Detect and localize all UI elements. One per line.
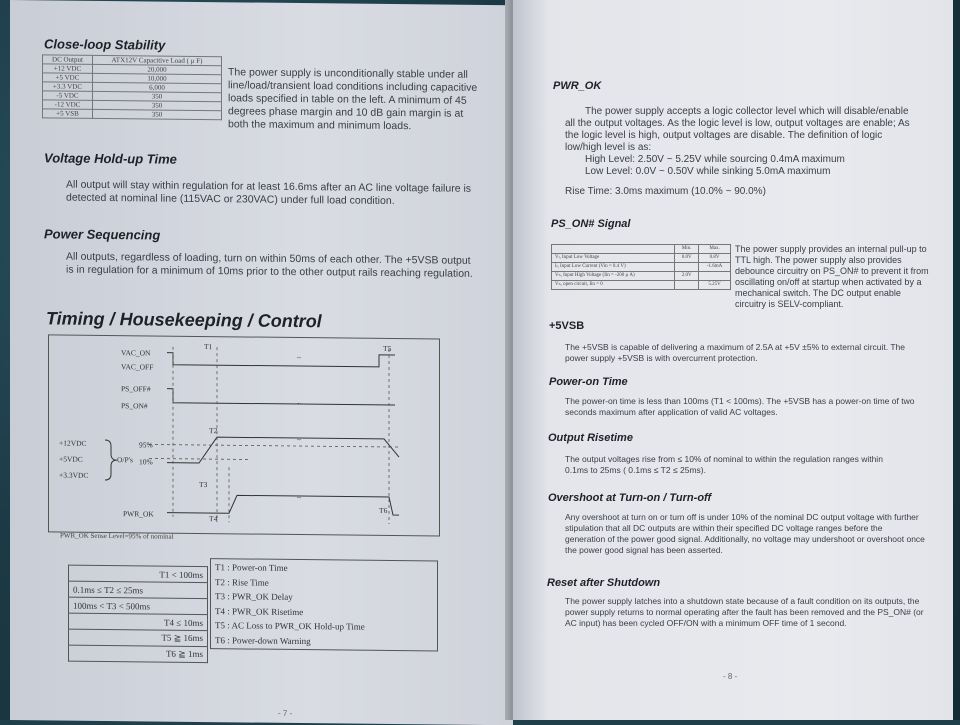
- section-title-timing: Timing / Housekeeping / Control: [46, 308, 322, 332]
- cell-part: T4: [164, 617, 175, 628]
- cell-part: T1: [159, 569, 170, 580]
- diagram-caption: PWR_OK Sense Level=95% of nominal: [60, 531, 174, 541]
- sequencing-text: All outputs, regardless of loading, turn on within 50ms of each other. The +5VSB output is in regulation for a minimum of 10ms prior to the other output rails reaching regulation.: [66, 250, 473, 280]
- cell-part: ≤: [176, 617, 182, 628]
- table-row: [43, 109, 222, 120]
- table-header: Max.: [699, 245, 731, 254]
- cell-part: <: [99, 600, 105, 611]
- table-cell: 2.0V: [675, 272, 699, 281]
- output-brace: [105, 440, 117, 480]
- timing-diagram: [48, 334, 440, 536]
- break-mark: ~: [297, 435, 302, 445]
- legend-item: T1 : Power-on Time: [215, 562, 288, 573]
- overshoot-text: Any overshoot at turn on or turn off is under 10% of the nominal DC output voltage with further stipulation that all DC outputs are within their specified DC voltage ranges before the generation of the power good signal. Additionally, no voltage may undershoot or overshoot once the power good signal has been asserted.: [565, 512, 925, 555]
- poweron-text: The power-on time is less than 100ms (T1 < 100ms). The +5VSB has a power-on time of two seconds maximum after application of valid AC voltages.: [565, 396, 915, 417]
- table-cell: [69, 645, 208, 662]
- level-95-guide: [149, 444, 399, 447]
- table-cell: 20,000: [92, 64, 221, 74]
- break-mark: ~: [297, 493, 302, 503]
- marker-t4: T4: [209, 514, 218, 524]
- pwrok-waveform: [167, 495, 399, 515]
- timing-values-table: [68, 565, 208, 663]
- output-waveform: [167, 437, 399, 465]
- page-number-right: - 8 -: [723, 672, 738, 681]
- vac-waveform: [167, 353, 395, 367]
- signal-label-ops: O/P's: [117, 455, 133, 465]
- signal-label-vac-on: VAC_ON: [121, 348, 151, 358]
- table-row: [552, 263, 731, 272]
- signal-label-ps-on: PS_ON#: [121, 401, 148, 411]
- marker-t3: T3: [199, 479, 208, 490]
- cell-part: 16ms: [183, 632, 203, 644]
- legend-item: T3 : PWR_OK Delay: [215, 591, 293, 602]
- signal-label-5v: +5VDC: [59, 454, 83, 464]
- cell-part: T5: [161, 632, 172, 643]
- cell-part: 25ms: [123, 584, 144, 595]
- cell-part: ≤: [97, 584, 102, 595]
- marker-t1: T1: [204, 342, 213, 352]
- table-cell: [675, 281, 699, 290]
- section-title-sequencing: Power Sequencing: [44, 226, 161, 243]
- cell-part: ≧: [178, 648, 186, 659]
- cell-part: 100ms: [73, 600, 98, 611]
- section-title-pwrok: PWR_OK: [553, 80, 602, 92]
- cell-part: 1ms: [187, 648, 203, 660]
- cell-part: T2: [104, 584, 115, 595]
- section-title-closeloop: Close-loop Stability: [44, 36, 166, 53]
- cell-part: <: [171, 569, 177, 580]
- table-cell: 5.25V: [699, 281, 731, 290]
- level-label-10: 10%: [139, 457, 153, 467]
- break-mark: ~: [297, 399, 302, 409]
- table-row: [552, 254, 731, 263]
- cell-part: <: [118, 600, 124, 611]
- break-mark: ~: [297, 353, 302, 363]
- table-row: [69, 581, 208, 598]
- table-header: [552, 245, 675, 254]
- table-row: [69, 565, 208, 582]
- marker-t6: T6: [379, 505, 388, 515]
- legend-item: T2 : Rise Time: [215, 576, 269, 588]
- cell-part: 10ms: [183, 617, 203, 628]
- section-title-vsb: +5VSB: [549, 320, 585, 332]
- vsb-text: The +5VSB is capable of delivering a maximum of 2.5A at +5V ±5% to external circuit. The power supply +5VSB is with overcurrent protection.: [565, 342, 905, 363]
- section-title-pson: PS_ON# Signal: [551, 218, 631, 230]
- signal-label-3v3: +3.3VDC: [59, 470, 89, 480]
- signal-label-vac-off: VAC_OFF: [121, 362, 154, 372]
- section-title-poweron: Power-on Time: [549, 376, 628, 388]
- table-cell: [69, 613, 208, 630]
- table-row: [552, 272, 731, 281]
- table-cell: +5 VDC: [43, 73, 93, 83]
- section-title-reset: Reset after Shutdown: [547, 577, 661, 589]
- legend-item: T6 : Power-down Warning: [215, 634, 311, 646]
- cell-part: 500ms: [126, 600, 151, 611]
- level-label-95: 95%: [139, 440, 153, 450]
- table-cell: +5 VSB: [43, 109, 93, 119]
- table-cell: [675, 263, 699, 272]
- table-cell: 0.0V: [675, 254, 699, 263]
- marker-t5: T5: [383, 343, 392, 353]
- cell-part: T6: [165, 648, 176, 659]
- signal-label-pwrok: PWR_OK: [123, 509, 154, 519]
- section-title-holdup: Voltage Hold-up Time: [44, 150, 177, 167]
- table-header: ATX12V Capacitive Load ( μ F): [92, 55, 221, 65]
- table-header: Min.: [675, 245, 699, 254]
- cell-part: ≧: [173, 632, 182, 643]
- table-cell: 0.8V: [699, 254, 731, 263]
- table-cell: 350: [92, 109, 221, 119]
- pwrok-rise-time: Rise Time: 3.0ms maximum (10.0% ~ 90.0%): [565, 186, 766, 197]
- timing-legend: [210, 558, 438, 651]
- table-cell: Vₕ, open circuit, Iin = 0: [552, 281, 675, 290]
- left-page: [10, 0, 513, 725]
- table-cell: -1.6mA: [699, 263, 731, 272]
- table-row: [69, 613, 208, 630]
- pwrok-high-level: High Level: 2.50V ~ 5.25V while sourcing 0.4mA maximum: [585, 154, 845, 165]
- table-cell: [69, 565, 208, 582]
- table-header: DC Output: [43, 55, 93, 65]
- table-cell: Vₕ, Input High Voltage (Iin = -200 μ A): [552, 272, 675, 281]
- pson-waveform: [167, 389, 395, 405]
- table-cell: Iₗ, Input Low Current (Vin = 0.4 V): [552, 263, 675, 272]
- table-row: [552, 281, 731, 290]
- cell-part: ≤: [116, 584, 122, 595]
- table-row: [69, 597, 208, 614]
- table-cell: 350: [92, 100, 221, 110]
- right-page: [513, 0, 953, 720]
- risetime-text: The output voltages rise from ≤ 10% of nominal to within the regulation ranges within 0.1ms to 25ms ( 0.1ms ≤ T2 ≤ 25ms).: [565, 454, 883, 475]
- cell-part: T3: [106, 600, 117, 611]
- table-row: [69, 645, 208, 662]
- signal-label-ps-off: PS_OFF#: [121, 384, 151, 394]
- legend-item: T5 : AC Loss to PWR_OK Hold-up Time: [215, 620, 365, 632]
- table-cell: [69, 629, 208, 646]
- table-row: [552, 245, 731, 254]
- table-cell: -12 VDC: [43, 100, 93, 110]
- table-row: [69, 629, 208, 646]
- level-10-guide: [149, 458, 249, 459]
- cell-part: 0.1ms: [73, 584, 95, 595]
- table-cell: +3.3 VDC: [43, 82, 93, 92]
- table-cell: +12 VDC: [43, 64, 93, 74]
- holdup-text: All output will stay within regulation for at least 16.6ms after an AC line voltage failure is detected at nominal line (115VAC or 230VAC) under full load condition.: [66, 178, 472, 208]
- pwrok-low-level: Low Level: 0.0V ~ 0.50V while sinking 5.0mA maximum: [585, 166, 831, 177]
- table-cell: [69, 581, 208, 598]
- marker-t2: T2: [209, 426, 218, 436]
- signal-label-12v: +12VDC: [59, 438, 87, 448]
- table-cell: [69, 597, 208, 614]
- section-title-overshoot: Overshoot at Turn-on / Turn-off: [548, 492, 712, 504]
- page-number-left: - 7 -: [278, 708, 293, 718]
- timing-diagram-svg: [49, 335, 439, 535]
- cell-part: 100ms: [178, 569, 203, 580]
- table-cell: 6,000: [92, 82, 221, 92]
- closeloop-text: The power supply is unconditionally stable under all line/load/transient load conditions including capacitive loads specified in table on the left. A minimum of 45 degrees phase margin and 10 dB gain margin is at both the maximum and minimum loads.: [228, 66, 478, 133]
- legend-item: T4 : PWR_OK Risetime: [215, 605, 304, 617]
- reset-text: The power supply latches into a shutdown state because of a fault condition on its outputs, the power supply returns to normal operating after the fault has been removed and the PS_ON# (or AC input) has been cycled OFF/ON with a minimum OFF time of 1 second.: [565, 596, 924, 628]
- table-cell: [699, 272, 731, 281]
- pson-text: The power supply provides an internal pull-up to TTL high. The power supply also provides debounce circuitry on PS_ON# to prevent it from oscillating on/off at startup when activated by a mechanical switch. The DC output enable circuitry is SELV-compliant.: [735, 244, 929, 309]
- table-cell: 350: [92, 91, 221, 101]
- table-cell: Vₗ, Input Low Voltage: [552, 254, 675, 263]
- pson-table: [551, 244, 731, 290]
- table-cell: -5 VDC: [43, 91, 93, 101]
- capacitive-load-table: [42, 54, 222, 120]
- pwrok-text: The power supply accepts a logic collector level which will disable/enable all the output voltages. As the logic level is low, output voltages are enable; As the logic level is high, output voltages are disable. The definition of logic low/high level is as:: [565, 106, 910, 153]
- table-cell: 10,000: [92, 73, 221, 83]
- section-title-risetime: Output Risetime: [548, 432, 633, 444]
